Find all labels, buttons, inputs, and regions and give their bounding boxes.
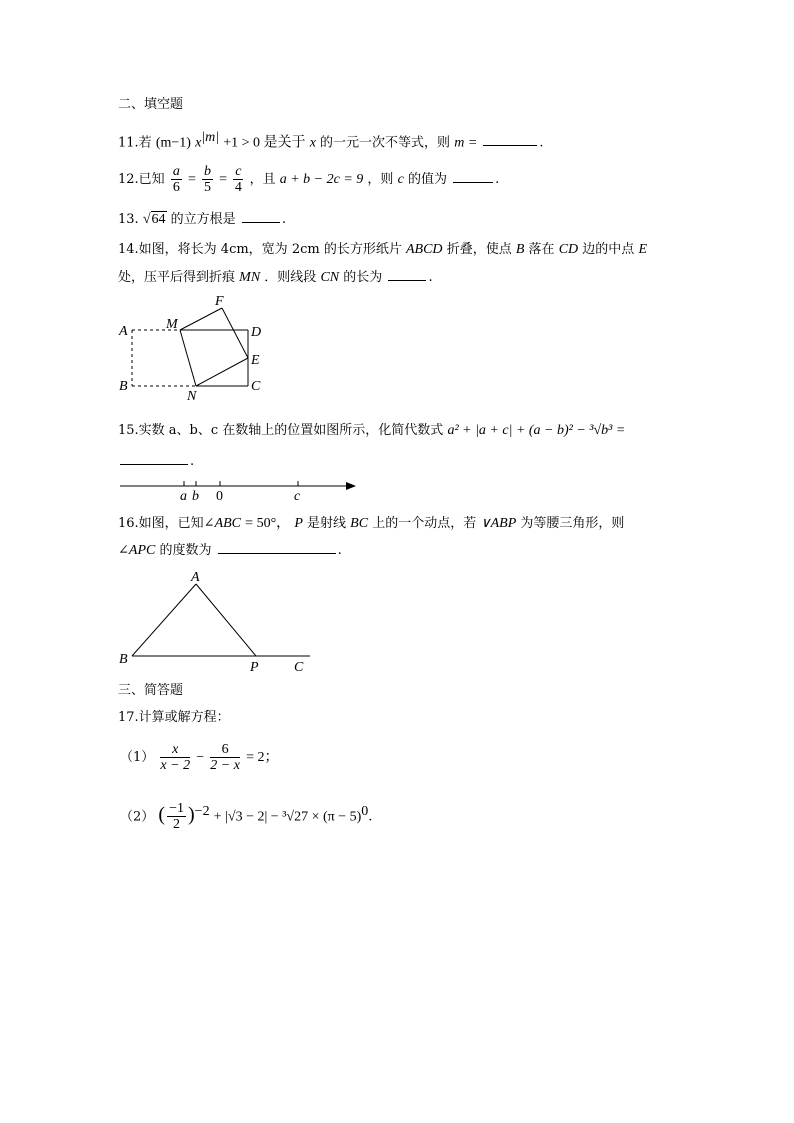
radicand-64: 64 — [151, 212, 166, 227]
fraction-c4: $\frac{c}{4}$ — [234, 164, 242, 195]
section-title-fill-in: 二、填空题 — [118, 97, 184, 112]
label-D: D — [251, 325, 262, 340]
label-B-16: B — [119, 652, 128, 667]
label-A: A — [119, 324, 128, 339]
label-F: F — [215, 294, 224, 309]
question-16-line2: ∠APC 的度数为 . — [118, 543, 342, 558]
question-14-line1: 14.如图，将长为 4cm，宽为 2cm 的长方形纸片 ABCD 折叠，使点 B 落在 CD 边的中点 E — [118, 242, 648, 257]
question-15-line2: . — [118, 452, 194, 472]
fraction-a6: $\frac{a}{6}$ — [172, 164, 180, 195]
question-17-part1: （1） $\frac{x}{x - 2}$ − $\frac{6}{2 - x}$ = 2； — [120, 742, 279, 773]
label-E: E — [251, 353, 260, 368]
label-B: B — [119, 379, 128, 394]
axis-label-a: a — [180, 489, 187, 504]
label-P-16: P — [250, 660, 259, 675]
section-title-short-answer: 三、简答题 — [118, 683, 184, 698]
fraction-x-over-x-minus-2: $\frac{x}{x - 2}$ — [160, 742, 191, 773]
side-AB — [132, 584, 196, 656]
question-14-line2: 处，压平后得到折痕 MN ．则线段 CN 的长为 . — [118, 270, 433, 285]
axis-label-c: c — [294, 489, 301, 504]
axis-label-b: b — [192, 489, 199, 504]
question-13: 13. √64 的立方根是 . — [118, 212, 286, 227]
label-C: C — [251, 379, 261, 394]
label-M: M — [166, 317, 178, 332]
axis-label-zero: 0 — [216, 489, 223, 504]
question-15-line1: 15.实数 a、b、c 在数轴上的位置如图所示，化简代数式 a² + |a + c| + (a − b)² − ³√b³ = — [118, 423, 626, 438]
expression-15: a² + |a + c| + (a − b)² − ³√b³ = — [447, 423, 626, 438]
side-AP — [196, 584, 256, 656]
question-12: 12.已知 $\frac{a}{6}$ = $\frac{b}{5}$ = $\frac{c}{4}$ ，且 a + b − 2c = 9 ，则 c 的值为 . — [118, 164, 500, 195]
question-17-part2: （2） ( $\frac{-1}{2}$ )$^{-2} + |√3 - 2| - ^3√27 \times (\pi - 5)^0$. — [120, 801, 373, 833]
fraction-neg-half: $\frac{-1}{2}$ — [169, 801, 184, 833]
question-11: 11.若 (m−1) $x^{|m|} +1 > 0$ 是关于 x 的一元一次不等式，则 m = . — [118, 130, 544, 151]
fraction-b5: $\frac{b}{5}$ — [204, 164, 212, 195]
label-A-16: A — [191, 570, 200, 585]
fraction-6-over-2-minus-x: $\frac{6}{2 - x}$ — [210, 742, 240, 773]
label-C-16: C — [294, 660, 304, 675]
question-17-title: 17.计算或解方程： — [118, 710, 230, 725]
label-N: N — [187, 389, 197, 404]
question-16-line1: 16.如图，已知∠ABC = 50°， P 是射线 BC 上的一个动点，若 ∨ABP 为等腰三角形，则 — [118, 516, 625, 531]
